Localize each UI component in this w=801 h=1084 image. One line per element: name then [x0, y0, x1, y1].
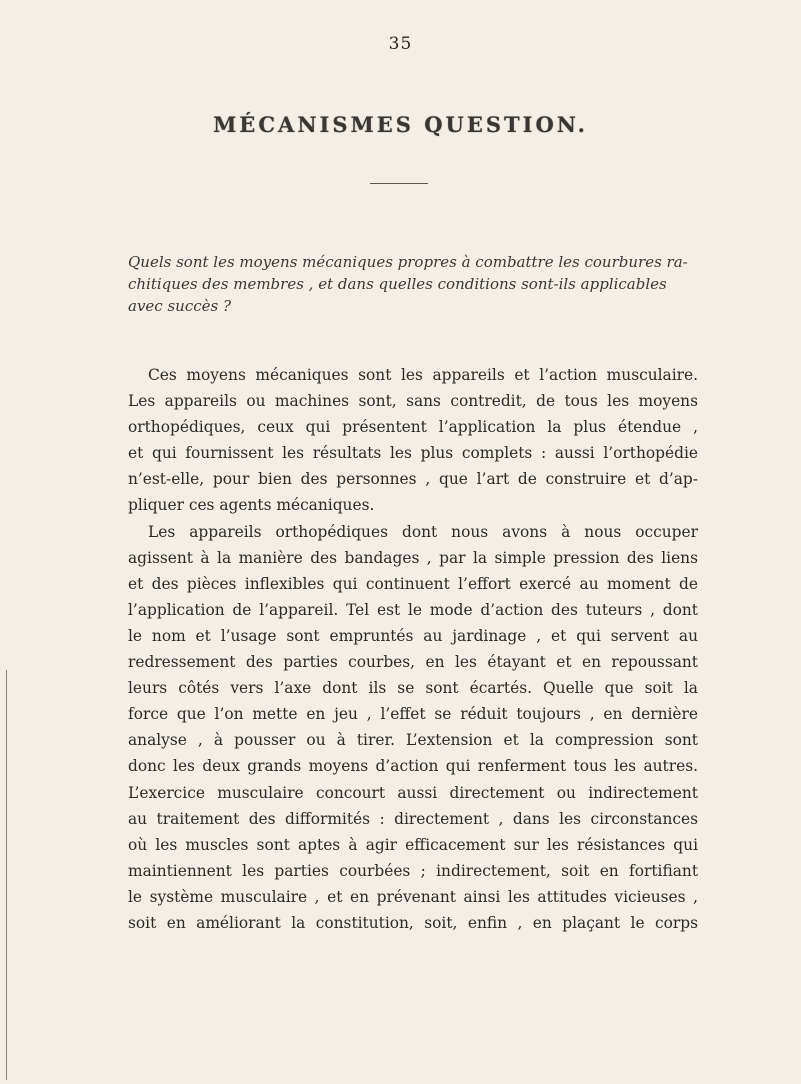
body-line: Les appareils ou machines sont, sans contredit, de tous les moyens	[128, 392, 698, 411]
question-block	[128, 251, 688, 317]
body-line: et qui fournissent les résultats les plus complets : aussi l’orthopédie	[128, 444, 698, 463]
question-line: avec succès ?	[128, 297, 232, 315]
body-line: redressement des parties courbes, en les étayant et en repoussant	[128, 653, 698, 672]
body-line: maintiennent les parties courbées ; indirectement, soit en fortifiant	[128, 861, 698, 880]
question-line: chitiques des membres , et dans quelles conditions sont-ils applicables	[128, 275, 667, 293]
page-number: 35	[388, 34, 413, 54]
body-line: soit en améliorant la constitution, soit, enfin , en plaçant le corps	[128, 913, 698, 932]
body-line: leurs côtés vers l’axe dont ils se sont écartés. Quelle que soit la	[128, 679, 698, 698]
body-line: donc les deux grands moyens d’action qui renferment tous les autres.	[128, 757, 698, 776]
body-line: le nom et l’usage sont empruntés au jardinage , et qui servent au	[128, 626, 698, 645]
body-line: L’exercice musculaire concourt aussi directement ou indirectement	[128, 783, 698, 802]
body-line: pliquer ces agents mécaniques.	[128, 496, 375, 515]
heading-rule	[370, 183, 428, 184]
body-line: n’est-elle, pour bien des personnes , que l’art de construire et d’ap-	[128, 470, 698, 489]
binding-edge	[6, 670, 7, 1080]
section-heading: MÉCANISMES QUESTION.	[213, 112, 588, 137]
body-line: Ces moyens mécaniques sont les appareils et l’action musculaire.	[148, 366, 698, 384]
body-line: orthopédiques, ceux qui présentent l’application la plus étendue ,	[128, 418, 698, 437]
body-line: l’application de l’appareil. Tel est le mode d’action des tuteurs , dont	[128, 600, 698, 619]
body-line: force que l’on mette en jeu , l’effet se réduit toujours , en dernière	[128, 705, 698, 724]
body-line: agissent à la manière des bandages , par la simple pression des liens	[128, 548, 698, 567]
question-line: Quels sont les moyens mécaniques propres à combattre les courbures ra-	[128, 253, 688, 271]
body-line: et des pièces inflexibles qui continuent l’effort exercé au moment de	[128, 574, 698, 593]
body-text	[128, 362, 698, 936]
body-line: où les muscles sont aptes à agir efficacement sur les résistances qui	[128, 835, 698, 854]
body-line: Les appareils orthopédiques dont nous avons à nous occuper	[148, 522, 698, 541]
body-line: au traitement des difformités : directement , dans les circonstances	[128, 809, 698, 828]
body-line: analyse , à pousser ou à tirer. L’extension et la compression sont	[128, 731, 698, 750]
body-line: le système musculaire , et en prévenant ainsi les attitudes vicieuses ,	[128, 887, 698, 906]
